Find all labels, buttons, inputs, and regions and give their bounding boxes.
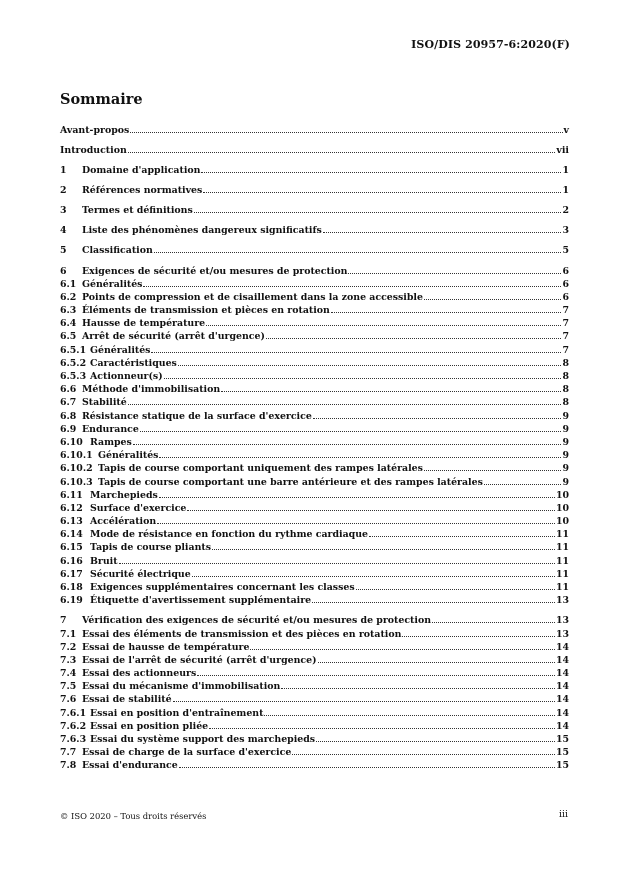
toc-entry-number: 6.16 [60, 555, 83, 567]
toc-entry-page: 3 [562, 225, 569, 237]
toc-entry-number: 6.4 [60, 318, 77, 330]
toc-dot-leader [264, 714, 555, 716]
toc-entry[interactable] [60, 747, 569, 760]
toc-entry-title: Essai d'endurance [82, 760, 178, 772]
toc-entry-number: 6.6 [60, 384, 77, 396]
toc-entry[interactable] [60, 760, 569, 773]
toc-entry-page: 7 [562, 331, 569, 343]
toc-entry[interactable] [60, 503, 569, 516]
toc-entry-page: 15 [555, 747, 569, 759]
toc-entry-number: 6.17 [60, 568, 83, 580]
toc-dot-leader [356, 588, 555, 590]
toc-dot-leader [313, 417, 562, 419]
toc-dot-leader [164, 377, 562, 379]
toc-dot-leader [119, 562, 555, 564]
toc-entry[interactable] [60, 668, 569, 681]
toc-entry-title: Essai en position d'entraînement [90, 707, 264, 719]
toc-entry-page: 8 [562, 397, 569, 409]
toc-entry-title: Tapis de course comportant une barre antérieure et des rampes latérales [98, 476, 483, 488]
toc-entry[interactable] [60, 681, 569, 694]
toc-dot-leader [250, 648, 554, 650]
toc-entry[interactable] [60, 734, 569, 747]
toc-entry[interactable] [60, 305, 569, 318]
toc-entry-title: Essai de hausse de température [82, 641, 250, 653]
toc-entry-page: 14 [555, 654, 569, 666]
toc-entry-page: vii [556, 145, 569, 157]
toc-entry-number: 6.15 [60, 542, 83, 554]
toc-entry-page: 13 [555, 615, 569, 627]
toc-entry[interactable] [60, 529, 569, 542]
toc-entry[interactable] [60, 279, 569, 292]
toc-dot-leader [424, 469, 562, 471]
toc-entry[interactable] [60, 595, 569, 608]
toc-dot-leader [402, 635, 555, 637]
toc-entry[interactable] [60, 345, 569, 358]
toc-entry-title: Essai du système support des marchepieds [90, 734, 316, 745]
toc-entry[interactable] [60, 397, 569, 410]
toc-entry-number: 7.6.2 [60, 720, 87, 732]
toc-entry-page: 6 [562, 265, 569, 277]
toc-entry-number: 6.10 [60, 436, 83, 448]
toc-dot-leader [173, 700, 555, 702]
toc-dot-leader [201, 171, 561, 173]
toc-entry-number: 7.6 [60, 694, 77, 706]
toc-dot-leader [369, 535, 555, 537]
toc-entry-number: 6.5 [60, 331, 77, 343]
toc-entry-page: 9 [562, 410, 569, 422]
toc-entry-title: Éléments de transmission et pièces en rotation [82, 305, 330, 317]
toc-entry-page: 10 [555, 489, 569, 501]
toc-entry-page: 14 [555, 681, 569, 693]
toc-entry-page: 15 [555, 734, 569, 745]
toc-entry-title: Généralités [90, 344, 151, 356]
toc-entry-page: 15 [555, 760, 569, 772]
toc-entry-title: Essai des éléments de transmission et des pièces en rotation [82, 628, 402, 640]
toc-entry[interactable] [60, 424, 569, 437]
toc-dot-leader [192, 575, 555, 577]
toc-entry-page: 14 [555, 720, 569, 732]
toc-dot-leader [140, 430, 562, 432]
toc-entry[interactable] [60, 125, 569, 138]
toc-dot-leader [312, 601, 555, 603]
toc-entry-title: Essai de stabilité [82, 694, 172, 706]
toc-entry[interactable] [60, 556, 569, 569]
toc-dot-leader [292, 753, 555, 755]
toc-entry-page: 2 [562, 205, 569, 217]
toc-entry-page: 11 [555, 582, 569, 594]
toc-entry[interactable] [60, 437, 569, 450]
toc-entry-number: 6.3 [60, 305, 77, 317]
toc-entry-title: Points de compression et de cisaillement dans la zone accessible [82, 291, 423, 303]
toc-entry-title: Généralités [98, 450, 159, 462]
toc-dot-leader [179, 766, 555, 768]
toc-entry-title: Généralités [82, 278, 143, 290]
toc-entry-number: 4 [60, 225, 67, 237]
toc-dot-leader [133, 443, 562, 445]
toc-entry-title: Essai de charge de la surface d'exercice [82, 747, 292, 759]
toc-entry[interactable] [60, 629, 569, 642]
toc-entry[interactable] [60, 642, 569, 655]
toc-dot-leader [212, 548, 555, 550]
toc-entry-title: Accélération [90, 516, 157, 528]
toc-entry[interactable] [60, 145, 569, 158]
toc-entry[interactable] [60, 708, 569, 721]
toc-dot-leader [178, 364, 562, 366]
toc-entry-number: 6.9 [60, 423, 77, 435]
toc-dot-leader [151, 351, 561, 353]
toc-entry-number: 6.10.2 [60, 463, 93, 475]
toc-entry-title: Liste des phénomènes dangereux significatifs [82, 225, 322, 237]
toc-entry-number: 6.19 [60, 595, 83, 607]
toc-entry-page: 11 [555, 529, 569, 541]
toc-entry[interactable] [60, 371, 569, 384]
toc-dot-leader [331, 311, 562, 313]
toc-entry-page: 7 [562, 318, 569, 330]
toc-entry[interactable] [60, 569, 569, 582]
toc-dot-leader [159, 456, 561, 458]
toc-entry-title: Hausse de température [82, 318, 206, 330]
toc-entry-title: Étiquette d'avertissement supplémentaire [90, 595, 312, 607]
toc-entry[interactable] [60, 318, 569, 331]
toc-entry[interactable] [60, 165, 569, 178]
toc-dot-leader [318, 661, 555, 663]
toc-entry[interactable] [60, 185, 569, 198]
toc-dot-leader [266, 337, 562, 339]
toc-dot-leader [194, 211, 562, 213]
toc-entry-number: 7.7 [60, 747, 77, 759]
toc-entry-number: 7.2 [60, 641, 77, 653]
toc-entry-title: Essai du mécanisme d'immobilisation [82, 681, 281, 693]
toc-dot-leader [159, 496, 555, 498]
toc-entry-number: 6.14 [60, 529, 83, 541]
toc-dot-leader [281, 687, 555, 689]
toc-entry-number: 2 [60, 185, 67, 197]
toc-entry-number: 7.6.3 [60, 734, 87, 745]
toc-entry-number: 6.11 [60, 489, 83, 501]
document-id: ISO/DIS 20957-6:2020(F) [411, 38, 570, 51]
toc-entry-number: 6 [60, 265, 67, 277]
copyright-footer: © ISO 2020 – Tous droits réservés [60, 811, 207, 821]
toc-entry-page: 1 [562, 185, 569, 197]
toc-dot-leader [484, 483, 562, 485]
toc-entry-title: Endurance [82, 423, 139, 435]
toc-entry-page: v [563, 125, 569, 136]
toc-entry-page: 13 [555, 595, 569, 607]
toc-entry-page: 9 [562, 476, 569, 488]
toc-entry-title: Vérification des exigences de sécurité et/ou mesures de protection [82, 615, 432, 627]
toc-entry-page: 6 [562, 278, 569, 290]
toc-entry-number: 7 [60, 615, 67, 627]
toc-entry-number: 6.1 [60, 278, 77, 290]
toc-entry[interactable] [60, 331, 569, 344]
toc-entry-title: Mode de résistance en fonction du rythme cardiaque [90, 529, 369, 541]
toc-entry[interactable] [60, 542, 569, 555]
toc-entry-title: Tapis de course comportant uniquement des rampes latérales [98, 463, 423, 475]
toc-entry-title: Références normatives [82, 185, 203, 197]
toc-entry[interactable] [60, 615, 569, 628]
toc-entry-number: 7.1 [60, 628, 77, 640]
toc-entry[interactable] [60, 205, 569, 218]
toc-entry-page: 6 [562, 291, 569, 303]
toc-entry[interactable] [60, 411, 569, 424]
toc-dot-leader [128, 151, 556, 153]
toc-entry-page: 7 [562, 344, 569, 356]
toc-entry[interactable] [60, 384, 569, 397]
toc-entry-page: 14 [555, 707, 569, 719]
toc-entry-page: 8 [562, 371, 569, 383]
toc-entry-page: 11 [555, 568, 569, 580]
toc-entry-title: Rampes [90, 436, 132, 448]
toc-entry-number: 6.10.1 [60, 450, 93, 462]
toc-entry[interactable] [60, 516, 569, 529]
toc-entry-number: 6.13 [60, 516, 83, 528]
toc-entry-number: 6.7 [60, 397, 77, 409]
toc-entry-number: 7.8 [60, 760, 77, 772]
toc-dot-leader [197, 674, 555, 676]
toc-entry-page: 9 [562, 450, 569, 462]
toc-entry[interactable] [60, 245, 569, 258]
toc-entry-page: 9 [562, 436, 569, 448]
toc-entry-number: 6.18 [60, 582, 83, 594]
toc-entry-title: Termes et définitions [82, 205, 193, 217]
toc-entry-title: Domaine d'application [82, 165, 201, 177]
toc-entry-page: 7 [562, 305, 569, 317]
toc-dot-leader [206, 324, 561, 326]
toc-entry[interactable] [60, 463, 569, 476]
toc-entry-number: 7.6.1 [60, 707, 87, 719]
toc-entry-title: Introduction [60, 145, 127, 157]
toc-entry-number: 6.10.3 [60, 476, 93, 488]
toc-entry-title: Arrêt de sécurité (arrêt d'urgence) [82, 331, 265, 343]
toc-entry-page: 10 [555, 516, 569, 528]
toc-entry[interactable] [60, 292, 569, 305]
toc-entry-number: 6.2 [60, 291, 77, 303]
toc-entry-title: Stabilité [82, 397, 127, 409]
toc-entry-title: Bruit [90, 555, 118, 567]
toc-entry-number: 6.5.2 [60, 357, 87, 369]
toc-entry-title: Tapis de course pliants [90, 542, 211, 554]
toc-entry-number: 1 [60, 165, 67, 177]
toc-entry-title: Exigences supplémentaires concernant les classes [90, 582, 355, 594]
toc-entry-page: 14 [555, 668, 569, 680]
toc-entry-title: Caractéristiques [90, 357, 177, 369]
toc-dot-leader [157, 522, 555, 524]
toc-entry-number: 6.5.1 [60, 344, 87, 356]
toc-entry-title: Surface d'exercice [90, 502, 187, 514]
toc-dot-leader [187, 509, 555, 511]
page-title: Sommaire [60, 91, 143, 108]
toc-entry-title: Méthode d'immobilisation [82, 384, 221, 396]
toc-dot-leader [209, 727, 555, 729]
toc-entry-title: Marchepieds [90, 489, 158, 501]
toc-dot-leader [424, 298, 562, 300]
toc-entry-page: 1 [562, 165, 569, 177]
toc-entry-title: Exigences de sécurité et/ou mesures de protection [82, 265, 348, 277]
toc-entry[interactable] [60, 450, 569, 463]
toc-entry-number: 3 [60, 205, 67, 217]
toc-entry-number: 6.5.3 [60, 371, 87, 383]
toc-entry[interactable] [60, 477, 569, 490]
toc-entry[interactable] [60, 694, 569, 707]
toc-dot-leader [128, 403, 562, 405]
toc-entry-title: Sécurité électrique [90, 568, 191, 580]
toc-entry-page: 8 [562, 357, 569, 369]
toc-entry-page: 8 [562, 384, 569, 396]
toc-entry[interactable] [60, 655, 569, 668]
toc-entry[interactable] [60, 225, 569, 238]
toc-entry-number: 6.12 [60, 502, 83, 514]
toc-entry[interactable] [60, 490, 569, 503]
toc-entry-title: Actionneur(s) [90, 371, 163, 383]
toc-entry[interactable] [60, 266, 569, 279]
toc-entry-number: 7.4 [60, 668, 77, 680]
toc-entry-number: 7.5 [60, 681, 77, 693]
toc-entry-title: Résistance statique de la surface d'exercice [82, 410, 312, 422]
toc-entry-number: 5 [60, 245, 67, 257]
page-number: iii [559, 809, 568, 820]
toc-entry-page: 14 [555, 694, 569, 706]
toc-entry-page: 10 [555, 502, 569, 514]
toc-entry-number: 6.8 [60, 410, 77, 422]
toc-dot-leader [221, 390, 561, 392]
toc-entry-title: Essai en position pliée [90, 720, 209, 732]
toc-entry-page: 13 [555, 628, 569, 640]
toc-entry[interactable] [60, 582, 569, 595]
toc-entry-page: 11 [555, 542, 569, 554]
table-of-contents [60, 125, 569, 774]
toc-entry[interactable] [60, 721, 569, 734]
toc-entry-title: Essai des actionneurs [82, 668, 197, 680]
toc-dot-leader [316, 740, 555, 742]
toc-entry-page: 9 [562, 463, 569, 475]
toc-dot-leader [154, 251, 562, 253]
toc-entry-page: 5 [562, 245, 569, 257]
toc-dot-leader [143, 285, 561, 287]
toc-dot-leader [203, 191, 561, 193]
toc-entry[interactable] [60, 358, 569, 371]
toc-dot-leader [348, 272, 561, 274]
toc-dot-leader [323, 231, 562, 233]
toc-entry-title: Classification [82, 245, 153, 257]
toc-entry-title: Avant-propos [60, 125, 130, 136]
toc-entry-page: 9 [562, 423, 569, 435]
toc-entry-page: 11 [555, 555, 569, 567]
toc-entry-page: 14 [555, 641, 569, 653]
toc-entry-number: 7.3 [60, 654, 77, 666]
toc-dot-leader [432, 621, 555, 623]
toc-dot-leader [130, 131, 562, 133]
toc-entry-title: Essai de l'arrêt de sécurité (arrêt d'urgence) [82, 654, 317, 666]
